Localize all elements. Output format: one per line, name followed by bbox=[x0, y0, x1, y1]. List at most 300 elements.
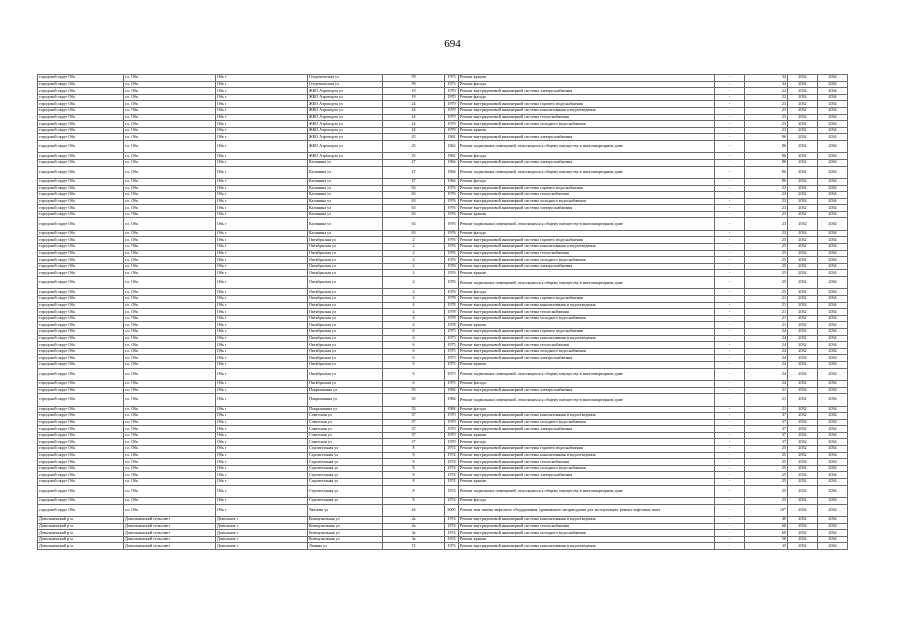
page-number: 694 bbox=[444, 38, 461, 50]
table-cell: Обь г bbox=[216, 380, 308, 387]
table-cell: городской округ Обь bbox=[38, 263, 124, 270]
table-cell: 24 bbox=[745, 380, 788, 387]
table-cell: Покрышкина ул bbox=[308, 394, 383, 406]
table-cell: 1962 bbox=[445, 153, 459, 160]
table-cell: Ремонт крыши bbox=[459, 432, 715, 439]
table-cell: г.о. Обь bbox=[124, 302, 216, 309]
table-cell: 1970 bbox=[445, 413, 459, 420]
table-cell: 2а bbox=[383, 523, 445, 530]
table-cell: Геодезическая ул bbox=[308, 75, 383, 82]
table-cell: 2032 bbox=[788, 446, 818, 453]
table-cell: 37 bbox=[745, 426, 788, 433]
table-cell: 2034 bbox=[818, 75, 848, 82]
capital-repair-table bbox=[37, 74, 848, 550]
table-cell: - bbox=[715, 263, 745, 270]
table-row bbox=[38, 498, 848, 505]
table-cell: ЖКО Аэропорта ул bbox=[308, 94, 383, 101]
table-cell: Обь г bbox=[216, 250, 308, 257]
table-cell: 2032 bbox=[788, 127, 818, 134]
table-cell: 1974 bbox=[445, 517, 459, 524]
table-cell: Ремонт внутридомовой инженерной системы теплоснабжения bbox=[459, 250, 715, 257]
table-cell: Строительная ул bbox=[308, 459, 383, 466]
table-cell: 2032 bbox=[788, 530, 818, 537]
table-cell: - bbox=[715, 230, 745, 237]
table-cell: - bbox=[715, 114, 745, 121]
table-cell: Обь г bbox=[216, 335, 308, 342]
table-cell: 2034 bbox=[818, 107, 848, 114]
table-cell: 25 bbox=[745, 257, 788, 264]
table-cell: Обь г bbox=[216, 446, 308, 453]
table-cell: Обь г bbox=[216, 302, 308, 309]
table-cell: ЖКО Аэропорта ул bbox=[308, 114, 383, 121]
table-cell: 3а bbox=[383, 536, 445, 543]
table-cell: городской округ Обь bbox=[38, 361, 124, 368]
table-cell: 2034 bbox=[818, 94, 848, 101]
table-cell: городской округ Обь bbox=[38, 406, 124, 413]
table-cell: 2034 bbox=[818, 446, 848, 453]
table-cell: 2032 bbox=[788, 387, 818, 394]
table-cell: 59 bbox=[383, 81, 445, 88]
table-cell: 2032 bbox=[788, 361, 818, 368]
table-cell: Ремонт крыши bbox=[459, 75, 715, 82]
table-cell: городской округ Обь bbox=[38, 479, 124, 486]
table-row bbox=[38, 198, 848, 205]
table-cell: 1976 bbox=[445, 218, 459, 230]
table-cell: 25 bbox=[745, 289, 788, 296]
table-cell: Покрышкина ул bbox=[308, 387, 383, 394]
table-cell: г.о. Обь bbox=[124, 250, 216, 257]
table-cell: 2034 bbox=[818, 426, 848, 433]
table-cell: Коммунальная ул bbox=[308, 517, 383, 524]
table-cell: г.о. Обь bbox=[124, 277, 216, 289]
table-cell: 63 bbox=[383, 211, 445, 218]
table-cell: - bbox=[715, 472, 745, 479]
table-cell: Обь г bbox=[216, 218, 308, 230]
table-cell: 2 bbox=[383, 270, 445, 277]
table-cell: 2032 bbox=[788, 114, 818, 121]
table-cell: г.о. Обь bbox=[124, 361, 216, 368]
table-cell: 1976 bbox=[445, 289, 459, 296]
table-cell: 1978 bbox=[445, 315, 459, 322]
table-cell: Советская ул bbox=[308, 439, 383, 446]
table-cell: Октябрьская ул bbox=[308, 296, 383, 303]
table-cell: Довольненский сельсовет bbox=[124, 517, 216, 524]
table-row bbox=[38, 315, 848, 322]
table-cell: 2032 bbox=[788, 81, 818, 88]
table-cell: 23 bbox=[745, 121, 788, 128]
table-cell: Ремонт подвальных помещений, относящихся к общему имуществу в многоквартирном доме bbox=[459, 218, 715, 230]
table-cell: - bbox=[715, 315, 745, 322]
table-cell: Обь г bbox=[216, 322, 308, 329]
table-cell: г.о. Обь bbox=[124, 159, 216, 166]
table-cell: Калинина ул bbox=[308, 178, 383, 185]
table-cell: - bbox=[715, 244, 745, 251]
table-cell: Обь г bbox=[216, 439, 308, 446]
table-cell: городской округ Обь bbox=[38, 309, 124, 316]
table-cell: ЖКО Аэропорта ул bbox=[308, 153, 383, 160]
table-cell: Довольненский р-н bbox=[38, 517, 124, 524]
table-cell: городской округ Обь bbox=[38, 296, 124, 303]
table-cell: - bbox=[715, 192, 745, 199]
table-cell: 2032 bbox=[788, 140, 818, 152]
table-cell: Обь г bbox=[216, 485, 308, 497]
table-cell: г.о. Обь bbox=[124, 335, 216, 342]
table-cell: 21 bbox=[745, 302, 788, 309]
table-cell: 1976 bbox=[445, 277, 459, 289]
table-cell: Довольненский сельсовет bbox=[124, 523, 216, 530]
table-cell: - bbox=[715, 479, 745, 486]
table-cell: 35 bbox=[383, 387, 445, 394]
table-cell: Ремонт внутридомовой инженерной системы теплоснабжения bbox=[459, 523, 715, 530]
table-cell: ЖКО Аэропорта ул bbox=[308, 107, 383, 114]
table-row bbox=[38, 439, 848, 446]
table-cell: 25 bbox=[745, 452, 788, 459]
table-cell: городской округ Обь bbox=[38, 315, 124, 322]
table-cell: 2032 bbox=[788, 257, 818, 264]
table-cell: 25 bbox=[745, 263, 788, 270]
table-cell: Октябрьская ул bbox=[308, 322, 383, 329]
table-row bbox=[38, 530, 848, 537]
table-cell: - bbox=[715, 523, 745, 530]
table-cell: Ремонт внутридомовой инженерной системы электроснабжения bbox=[459, 426, 715, 433]
table-cell: городской округ Обь bbox=[38, 250, 124, 257]
table-cell: Октябрьская ул bbox=[308, 263, 383, 270]
table-cell: городской округ Обь bbox=[38, 81, 124, 88]
table-cell: - bbox=[715, 335, 745, 342]
table-cell: городской округ Обь bbox=[38, 439, 124, 446]
table-cell: 2034 bbox=[818, 101, 848, 108]
table-cell: 25 bbox=[383, 140, 445, 152]
table-cell: Ремонт внутридомовой инженерной системы электроснабжения bbox=[459, 88, 715, 95]
table-cell: 2034 bbox=[818, 244, 848, 251]
table-cell: городской округ Обь bbox=[38, 465, 124, 472]
table-cell: 63 bbox=[383, 205, 445, 212]
table-cell: 2032 bbox=[788, 426, 818, 433]
table-cell: 1976 bbox=[445, 185, 459, 192]
table-cell: Геодезическая ул bbox=[308, 81, 383, 88]
table-cell: городской округ Обь bbox=[38, 452, 124, 459]
table-cell: Октябрьская ул bbox=[308, 244, 383, 251]
table-cell: 2032 bbox=[788, 309, 818, 316]
table-cell: 2 bbox=[383, 250, 445, 257]
table-row bbox=[38, 237, 848, 244]
table-cell: 2032 bbox=[788, 211, 818, 218]
table-cell: 1974 bbox=[445, 465, 459, 472]
table-cell: 2034 bbox=[818, 355, 848, 362]
table-cell: 2034 bbox=[818, 504, 848, 516]
table-cell: - bbox=[715, 289, 745, 296]
table-cell: 1978 bbox=[445, 309, 459, 316]
table-cell: Ремонт или замена лифтового оборудования, признанного непригодным для эксплуатации, ремонт лифтовых шахт bbox=[459, 504, 715, 516]
table-cell: 1976 bbox=[445, 263, 459, 270]
table-cell: 1979 bbox=[445, 127, 459, 134]
table-cell: 1974 bbox=[445, 452, 459, 459]
table-cell: Октябрьская ул bbox=[308, 309, 383, 316]
table-cell: 6 bbox=[383, 355, 445, 362]
table-cell: г.о. Обь bbox=[124, 472, 216, 479]
table-cell: Октябрьская ул bbox=[308, 237, 383, 244]
table-cell: Обь г bbox=[216, 498, 308, 505]
table-cell: 1974 bbox=[445, 472, 459, 479]
table-cell: Советская ул bbox=[308, 426, 383, 433]
table-cell: ЖКО Аэропорта ул bbox=[308, 121, 383, 128]
table-cell: 2032 bbox=[788, 185, 818, 192]
table-cell: г.о. Обь bbox=[124, 315, 216, 322]
table-cell: 37 bbox=[383, 419, 445, 426]
table-cell: 1976 bbox=[445, 230, 459, 237]
table-cell: - bbox=[715, 296, 745, 303]
table-cell: Ремонт фасада bbox=[459, 230, 715, 237]
table-cell: 1984 bbox=[445, 387, 459, 394]
table-cell: 2034 bbox=[818, 88, 848, 95]
table-cell: 1970 bbox=[445, 419, 459, 426]
table-cell: 4 bbox=[383, 296, 445, 303]
table-cell: городской округ Обь bbox=[38, 218, 124, 230]
table-cell: 2034 bbox=[818, 387, 848, 394]
table-cell: г.о. Обь bbox=[124, 426, 216, 433]
table-cell: 21 bbox=[745, 394, 788, 406]
table-row bbox=[38, 465, 848, 472]
table-cell: ЖКО Аэропорта ул bbox=[308, 134, 383, 141]
table-cell: 2 bbox=[383, 263, 445, 270]
table-cell: 2034 bbox=[818, 166, 848, 178]
table-cell: - bbox=[715, 452, 745, 459]
table-cell: г.о. Обь bbox=[124, 166, 216, 178]
table-cell: Строительная ул bbox=[308, 465, 383, 472]
table-body bbox=[38, 75, 848, 550]
table-cell: 6 bbox=[383, 348, 445, 355]
table-cell: Ремонт внутридомовой инженерной системы канализования и водоотведения bbox=[459, 107, 715, 114]
table-cell: 6 bbox=[383, 335, 445, 342]
table-cell: - bbox=[715, 426, 745, 433]
table-row bbox=[38, 205, 848, 212]
table-cell: 19 bbox=[383, 88, 445, 95]
table-cell: Ремонт крыши bbox=[459, 479, 715, 486]
table-cell: 2034 bbox=[818, 315, 848, 322]
table-cell: г.о. Обь bbox=[124, 205, 216, 212]
table-cell: 2034 bbox=[818, 380, 848, 387]
table-cell: 2034 bbox=[818, 185, 848, 192]
table-cell: 6 bbox=[383, 380, 445, 387]
table-cell: 2034 bbox=[818, 465, 848, 472]
table-cell: - bbox=[715, 504, 745, 516]
table-cell: Ремонт подвальных помещений, относящихся к общему имуществу в многоквартирном доме bbox=[459, 140, 715, 152]
table-cell: Довольное с bbox=[216, 530, 308, 537]
table-cell: 24 bbox=[383, 114, 445, 121]
table-cell: 2034 bbox=[818, 432, 848, 439]
table-cell: 63 bbox=[383, 230, 445, 237]
table-cell: 86 bbox=[745, 134, 788, 141]
table-cell: Ремонт внутридомовой инженерной системы горячего водоснабжения bbox=[459, 101, 715, 108]
table-cell: - bbox=[715, 88, 745, 95]
table-cell: 2032 bbox=[788, 121, 818, 128]
table-cell: г.о. Обь bbox=[124, 380, 216, 387]
table-cell: Строительная ул bbox=[308, 446, 383, 453]
table-cell: 3а bbox=[383, 530, 445, 537]
table-cell: Октябрьская ул bbox=[308, 277, 383, 289]
table-row bbox=[38, 218, 848, 230]
table-cell: 1975 bbox=[445, 348, 459, 355]
table-cell: г.о. Обь bbox=[124, 127, 216, 134]
table-cell: 1976 bbox=[445, 198, 459, 205]
table-cell: г.о. Обь bbox=[124, 446, 216, 453]
table-cell: городской округ Обь bbox=[38, 342, 124, 349]
table-cell: 23 bbox=[745, 185, 788, 192]
table-cell: г.о. Обь bbox=[124, 198, 216, 205]
table-cell: 2034 bbox=[818, 230, 848, 237]
table-cell: 60 bbox=[745, 530, 788, 537]
table-cell: 63 bbox=[383, 198, 445, 205]
table-cell: Обь г bbox=[216, 406, 308, 413]
table-cell: Октябрьская ул bbox=[308, 250, 383, 257]
table-cell: городской округ Обь bbox=[38, 178, 124, 185]
table-cell: Обь г bbox=[216, 452, 308, 459]
table-cell: 2034 bbox=[818, 289, 848, 296]
table-cell: городской округ Обь bbox=[38, 459, 124, 466]
table-cell: 2034 bbox=[818, 140, 848, 152]
table-cell: 2034 bbox=[818, 328, 848, 335]
table-cell: ЖКО Аэропорта ул bbox=[308, 88, 383, 95]
table-cell: городской округ Обь bbox=[38, 140, 124, 152]
table-cell: - bbox=[715, 81, 745, 88]
table-cell: Довольненский р-н bbox=[38, 543, 124, 550]
table-cell: Довольненский р-н bbox=[38, 523, 124, 530]
table-cell: Ремонт внутридомовой инженерной системы канализования и водоотведения bbox=[459, 335, 715, 342]
table-cell: Обь г bbox=[216, 192, 308, 199]
table-cell: - bbox=[715, 309, 745, 316]
table-cell: - bbox=[715, 185, 745, 192]
table-cell: Обь г bbox=[216, 244, 308, 251]
table-cell: 2034 bbox=[818, 81, 848, 88]
table-cell: 24 bbox=[383, 101, 445, 108]
table-cell: Обь г bbox=[216, 205, 308, 212]
table-cell: 25 bbox=[745, 485, 788, 497]
table-cell: 1964 bbox=[445, 159, 459, 166]
table-cell: - bbox=[715, 127, 745, 134]
table-cell: 8 bbox=[383, 479, 445, 486]
table-cell: - bbox=[715, 459, 745, 466]
table-cell: городской округ Обь bbox=[38, 198, 124, 205]
table-cell: 1978 bbox=[445, 296, 459, 303]
table-cell: Обь г bbox=[216, 277, 308, 289]
table-cell: Обь г bbox=[216, 237, 308, 244]
table-row bbox=[38, 192, 848, 199]
table-cell: 59 bbox=[383, 75, 445, 82]
table-cell: 2034 bbox=[818, 218, 848, 230]
table-cell: 2 bbox=[383, 237, 445, 244]
table-cell: Калинина ул bbox=[308, 218, 383, 230]
table-cell: городской округ Обь bbox=[38, 88, 124, 95]
table-cell: Обь г bbox=[216, 114, 308, 121]
table-cell: г.о. Обь bbox=[124, 394, 216, 406]
table-cell: г.о. Обь bbox=[124, 153, 216, 160]
table-cell: - bbox=[715, 342, 745, 349]
table-cell: - bbox=[715, 205, 745, 212]
table-cell: 2032 bbox=[788, 355, 818, 362]
table-row bbox=[38, 244, 848, 251]
table-cell: 1984 bbox=[445, 394, 459, 406]
table-cell: городской округ Обь bbox=[38, 185, 124, 192]
table-row bbox=[38, 543, 848, 550]
table-cell: 2034 bbox=[818, 192, 848, 199]
table-cell: Обь г bbox=[216, 296, 308, 303]
table-cell: 2034 bbox=[818, 536, 848, 543]
table-cell: - bbox=[715, 166, 745, 178]
table-row bbox=[38, 107, 848, 114]
table-row bbox=[38, 296, 848, 303]
table-cell: 25 bbox=[745, 498, 788, 505]
table-cell: 2032 bbox=[788, 419, 818, 426]
table-cell: 2032 bbox=[788, 237, 818, 244]
table-cell: г.о. Обь bbox=[124, 459, 216, 466]
table-cell: Обь г bbox=[216, 348, 308, 355]
table-cell: Строительная ул bbox=[308, 485, 383, 497]
table-cell: г.о. Обь bbox=[124, 185, 216, 192]
table-cell: 21 bbox=[745, 406, 788, 413]
table-cell: городской округ Обь bbox=[38, 413, 124, 420]
table-cell: Обь г bbox=[216, 355, 308, 362]
table-cell: 22 bbox=[745, 88, 788, 95]
table-cell: городской округ Обь bbox=[38, 485, 124, 497]
table-cell: 2034 bbox=[818, 153, 848, 160]
table-row bbox=[38, 368, 848, 380]
table-cell: 2032 bbox=[788, 153, 818, 160]
table-cell: 2034 bbox=[818, 205, 848, 212]
table-cell: 21 bbox=[745, 315, 788, 322]
table-cell: 8 bbox=[383, 472, 445, 479]
table-cell: г.о. Обь bbox=[124, 134, 216, 141]
table-cell: Калинина ул bbox=[308, 166, 383, 178]
table-cell: г.о. Обь bbox=[124, 328, 216, 335]
table-cell: городской округ Обь bbox=[38, 257, 124, 264]
table-cell: Обь г bbox=[216, 159, 308, 166]
table-cell: Обь г bbox=[216, 140, 308, 152]
table-cell: городской округ Обь bbox=[38, 192, 124, 199]
table-row bbox=[38, 504, 848, 516]
table-cell: 2032 bbox=[788, 94, 818, 101]
table-cell: 86 bbox=[745, 153, 788, 160]
table-cell: Ремонт внутридомовой инженерной системы канализования и водоотведения bbox=[459, 244, 715, 251]
table-cell: Ремонт крыши bbox=[459, 270, 715, 277]
table-cell: 2032 bbox=[788, 277, 818, 289]
table-cell: 60 bbox=[745, 523, 788, 530]
table-cell: Октябрьская ул bbox=[308, 380, 383, 387]
table-cell: г.о. Обь bbox=[124, 94, 216, 101]
table-row bbox=[38, 348, 848, 355]
table-row bbox=[38, 517, 848, 524]
table-cell: городской округ Обь bbox=[38, 419, 124, 426]
table-cell: г.о. Обь bbox=[124, 413, 216, 420]
table-cell: Обь г bbox=[216, 107, 308, 114]
table-cell: 4 bbox=[383, 322, 445, 329]
table-cell: Советская ул bbox=[308, 432, 383, 439]
table-cell: Обь г bbox=[216, 121, 308, 128]
table-row bbox=[38, 361, 848, 368]
table-cell: - bbox=[715, 406, 745, 413]
table-cell: Ремонт внутридомовой инженерной системы электроснабжения bbox=[459, 159, 715, 166]
table-cell: Обь г bbox=[216, 426, 308, 433]
table-cell: 2032 bbox=[788, 452, 818, 459]
table-cell: 1970 bbox=[445, 432, 459, 439]
table-cell: Коммунальная ул bbox=[308, 523, 383, 530]
table-cell: 37 bbox=[383, 439, 445, 446]
table-row bbox=[38, 413, 848, 420]
table-cell: - bbox=[715, 250, 745, 257]
table-cell: городской округ Обь bbox=[38, 426, 124, 433]
table-cell: - bbox=[715, 530, 745, 537]
table-row bbox=[38, 355, 848, 362]
table-cell: городской округ Обь bbox=[38, 211, 124, 218]
